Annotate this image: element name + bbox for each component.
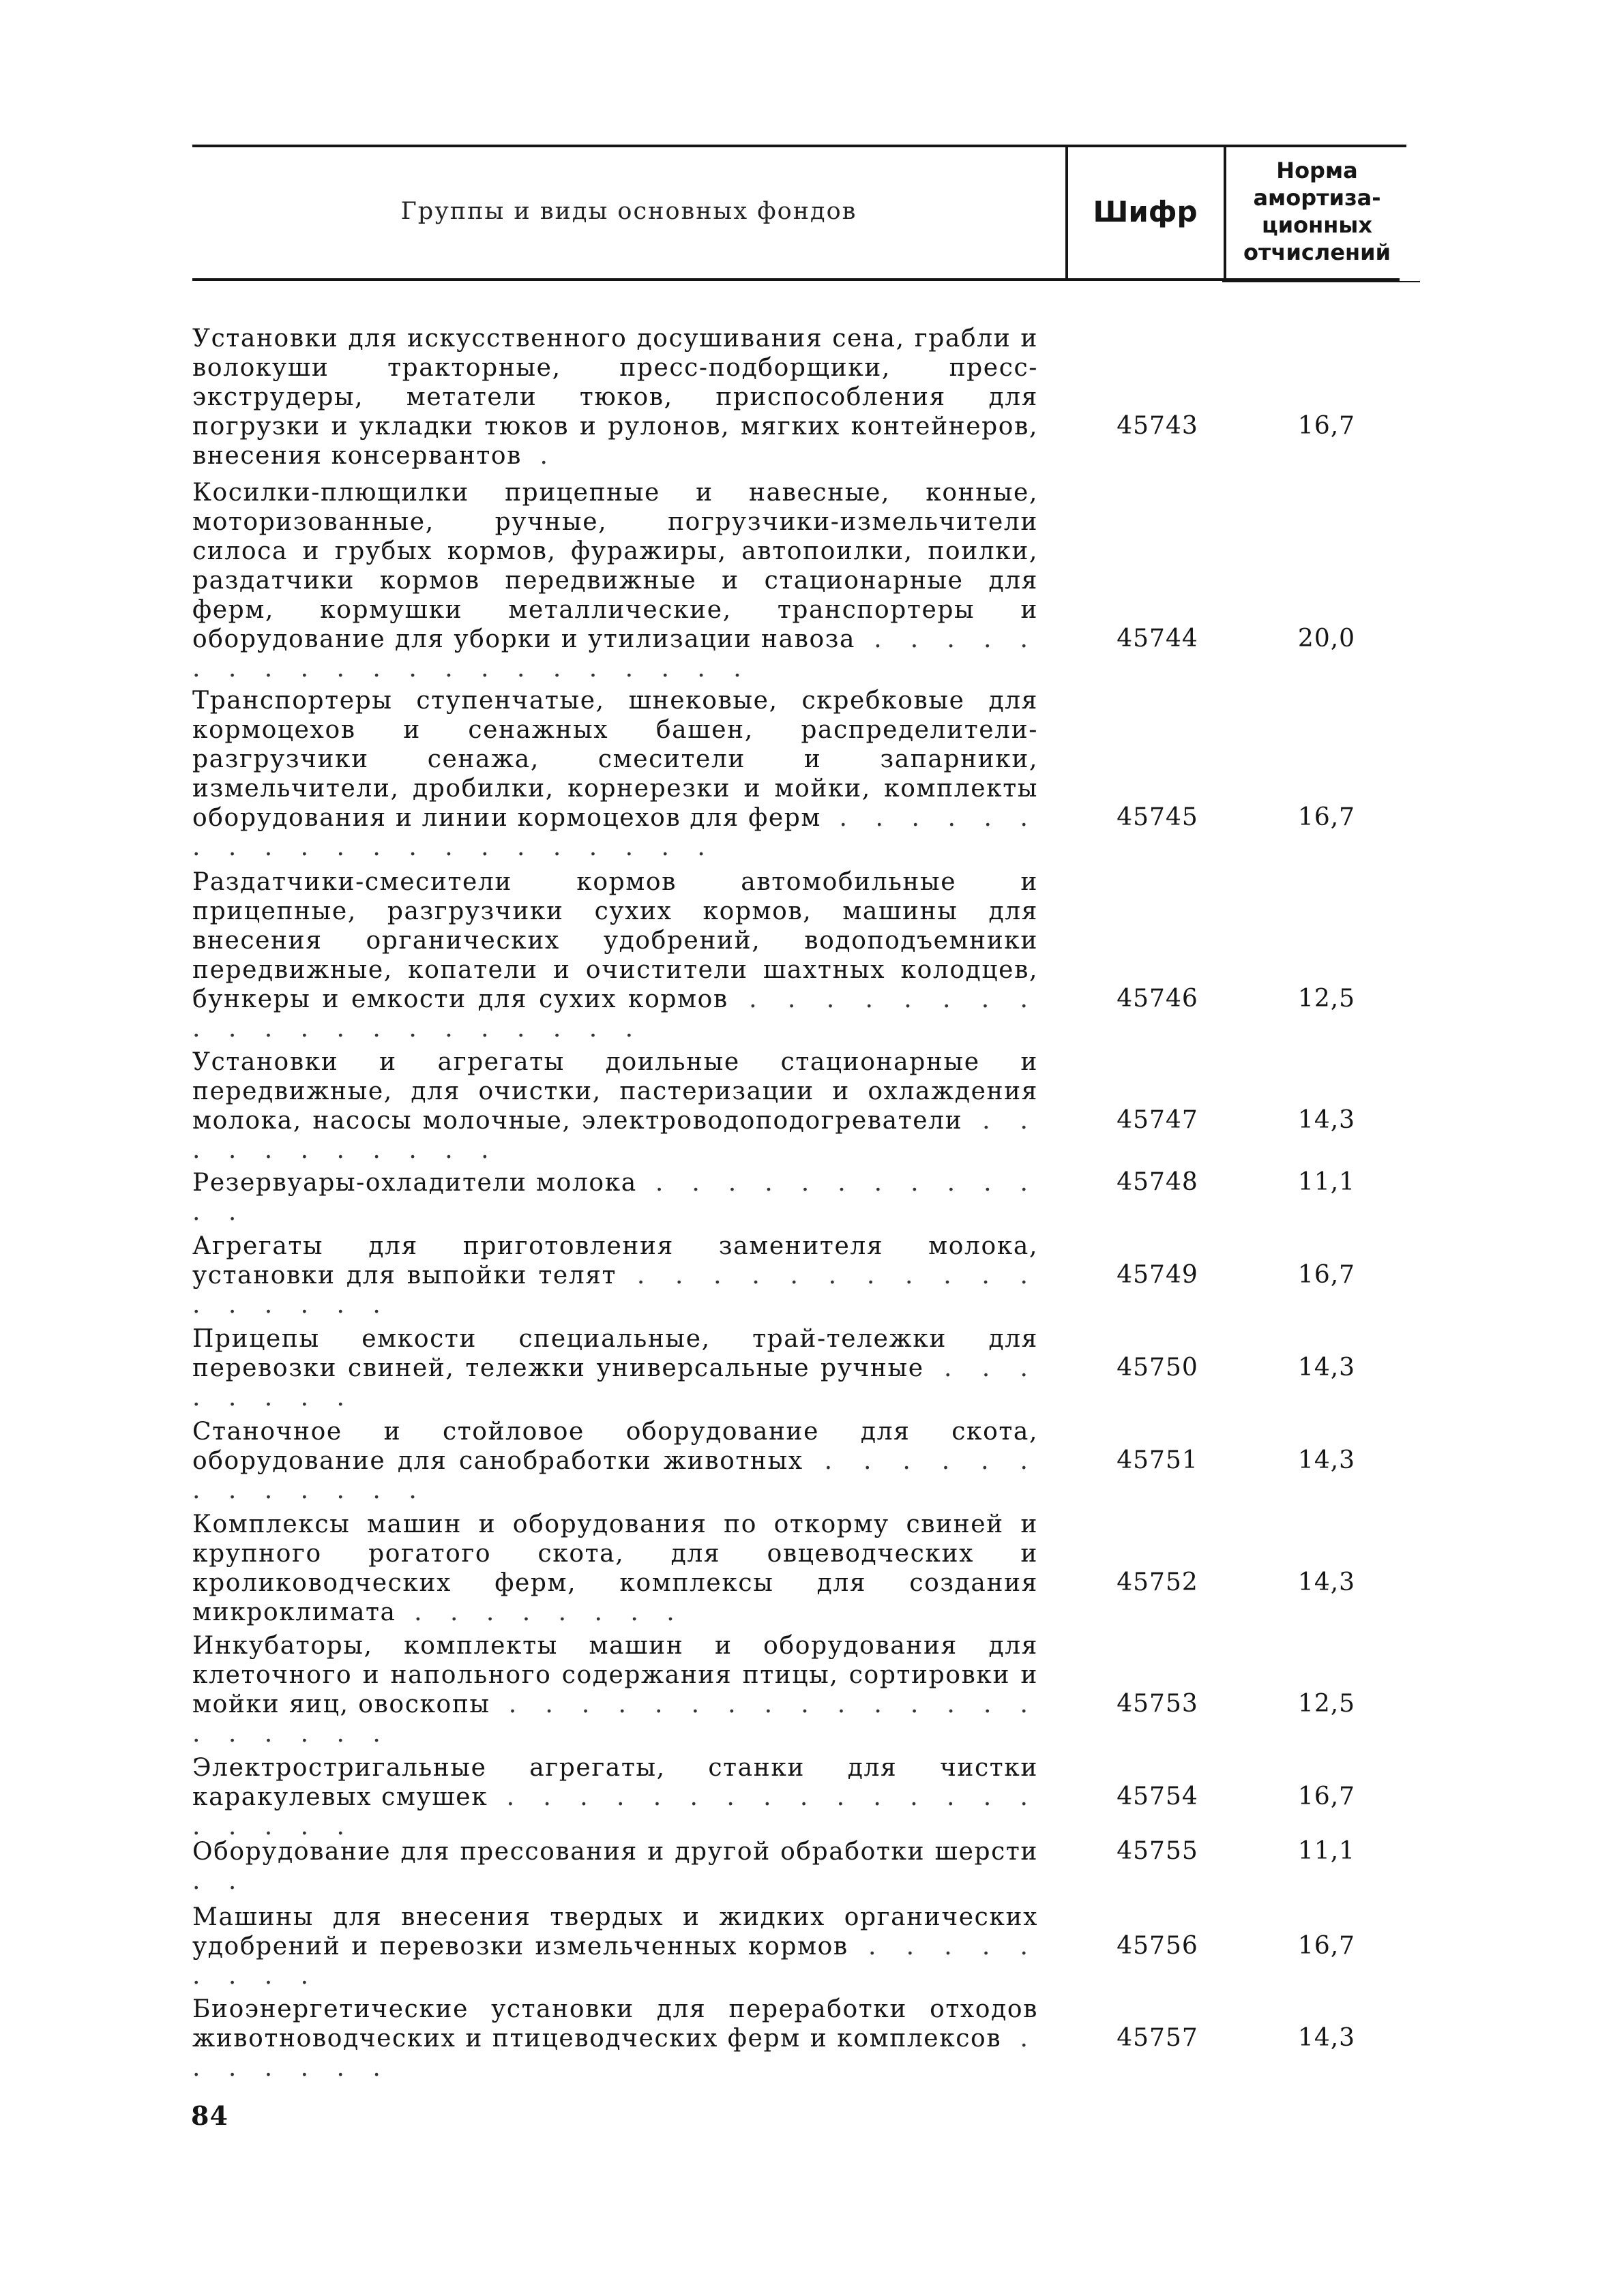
row-rate: 12,5 [1297, 985, 1356, 1013]
leader-dots: . . . . . . . . . . . [192, 1107, 1038, 1164]
row-description-text: Станочное и стойловое оборудование для скота, оборудование для санобработки животных [192, 1418, 1038, 1475]
row-description [192, 1631, 1038, 1748]
row-description [192, 478, 1038, 683]
row-rate: 16,7 [1297, 803, 1356, 831]
row-code: 45754 [1117, 1783, 1198, 1810]
column-header-groups: Группы и виды основных фондов [400, 198, 857, 225]
leader-dots: . . . . . . . . [396, 1598, 685, 1626]
row-description [192, 1995, 1038, 2083]
leader-dots: . . . . . . . . . . . . . . . . . . . . . [192, 625, 1038, 683]
row-description-text: Косилки-плющилки прицепные и навесные, конные, моторизованные, ручные, погрузчики-измельчители силоса и грубых кормов, фуражиры, автопоилки, поилки, раздатчики кормов передвижные и стационарные для ферм, кормушки металлические, транспортеры и оборудование для уборки и утилизации навоза [192, 479, 1038, 653]
leader-dots: . . [192, 1867, 247, 1895]
leader-dots: . . . . . . . . . . . . . [192, 1447, 1038, 1504]
leader-dots: . . . . . . . . . . . . . . . . . . . . . [192, 804, 1038, 861]
row-description-text: Раздатчики-смесители кормов автомобильные и прицепные, разгрузчики сухих кормов, машины для внесения органических удобрений, водоподъемники передвижные, копатели и очистители шахтных колодцев, бункеры и емкости для сухих кормов [192, 868, 1038, 1013]
row-description-text: Машины для внесения твердых и жидких органических удобрений и перевозки измельченных кормов [192, 1903, 1038, 1960]
row-description-text: Биоэнергетические установки для переработки отходов животноводческих и птицеводческих ферм и комплексов [192, 1995, 1038, 2053]
row-rate: 16,7 [1297, 412, 1356, 440]
row-rate: 16,7 [1297, 1932, 1356, 1960]
row-rate: 14,3 [1297, 1446, 1356, 1474]
row-description [192, 1837, 1038, 1896]
row-description [192, 686, 1038, 862]
row-description-text: Прицепы емкости специальные, трай-тележки для перевозки свиней, тележки универсальные ручные [192, 1325, 1038, 1382]
row-code: 45755 [1117, 1837, 1198, 1865]
row-description [192, 1510, 1038, 1627]
row-code: 45746 [1117, 985, 1198, 1013]
row-description [192, 1903, 1038, 1991]
header-bottom-rule [192, 278, 1400, 281]
row-description-text: Электростригальные агрегаты, станки для чистки каракулевых смушек [192, 1754, 1038, 1811]
row-rate: 11,1 [1297, 1168, 1356, 1196]
row-description [192, 1168, 1038, 1227]
row-rate: 11,1 [1297, 1837, 1356, 1865]
row-description-text: Установки для искусственного досушивания сена, грабли и волокуши тракторные, пресс-подборщики, пресс-экструдеры, метатели тюков, приспособления для погрузки и укладки тюков и рулонов, мягких контейнеров, внесения консервантов [192, 325, 1038, 470]
column-header-norm: Норма амортиза-ционных отчислений [1243, 158, 1391, 265]
leader-dots: . . . . . . . [192, 2025, 1039, 2082]
row-rate: 14,3 [1297, 1354, 1356, 1382]
table-header [192, 145, 1434, 280]
row-description [192, 1417, 1038, 1505]
row-description-text: Инкубаторы, комплекты машин и оборудования для клеточного и напольного содержания птицы, сортировки и мойки яиц, овоскопы [192, 1632, 1038, 1718]
row-code: 45752 [1117, 1568, 1198, 1596]
row-code: 45750 [1117, 1354, 1198, 1382]
page-number: 84 [191, 2100, 228, 2131]
row-rate: 12,5 [1297, 1690, 1356, 1718]
leader-dots: . . . . . . . . . . . . . [192, 1169, 1038, 1226]
row-description-text: Оборудование для прессования и другой обработки шерсти [192, 1838, 1038, 1866]
row-description [192, 324, 1038, 471]
leader-dots: . [522, 442, 558, 470]
row-code: 45757 [1117, 2024, 1198, 2052]
row-rate: 14,3 [1297, 2024, 1356, 2052]
row-rate: 14,3 [1297, 1568, 1356, 1596]
row-code: 45744 [1117, 625, 1198, 653]
row-code: 45743 [1117, 412, 1198, 440]
row-description-text: Агрегаты для приготовления заменителя молока, установки для выпойки телят [192, 1232, 1038, 1289]
row-description [192, 1232, 1038, 1320]
row-description [192, 1753, 1038, 1841]
row-code: 45753 [1117, 1690, 1198, 1718]
leader-dots: . . . . . . . . . . . . . . . . . [192, 1262, 1038, 1319]
row-code: 45747 [1117, 1106, 1198, 1134]
row-description [192, 1047, 1038, 1165]
row-rate: 16,7 [1297, 1261, 1356, 1289]
row-code: 45756 [1117, 1932, 1198, 1960]
row-rate: 14,3 [1297, 1106, 1356, 1134]
row-description [192, 1324, 1038, 1412]
row-rate: 16,7 [1297, 1783, 1356, 1810]
leader-dots: . . . . . . . . . . . . . . . . . . . . . [192, 1690, 1038, 1748]
row-description-text: Резервуары-охладители молока [192, 1169, 637, 1197]
row-code: 45751 [1117, 1446, 1198, 1474]
column-header-code: Шифр [1093, 194, 1198, 228]
row-description-text: Установки и агрегаты доильные стационарные и передвижные, для очистки, пастеризации и охлаждения молока, насосы молочные, электроводоподогреватели [192, 1048, 1038, 1135]
row-description-text: Комплексы машин и оборудования по откорму свиней и крупного рогатого скота, для овцеводческих и кролиководческих ферм, комплексы для создания микроклимата [192, 1510, 1038, 1626]
row-rate: 20,0 [1297, 625, 1356, 653]
row-code: 45745 [1117, 803, 1198, 831]
leader-dots: . . . . . . . . [192, 1354, 1038, 1412]
leader-dots: . . . . . . . . . . . . . . . . . . . . . [192, 985, 1039, 1043]
row-description [192, 867, 1038, 1043]
leader-dots: . . . . . . . . . . . . . . . . . . . . [192, 1783, 1038, 1840]
leader-dots: . . . . . . . . . [192, 1933, 1038, 1990]
row-code: 45748 [1117, 1168, 1198, 1196]
header-bottom-rule-extension [1222, 281, 1420, 282]
row-code: 45749 [1117, 1261, 1198, 1289]
row-description-text: Транспортеры ступенчатые, шнековые, скребковые для кормоцехов и сенажных башен, распределители-разгрузчики сенажа, смесители и запарники, измельчители, дробилки, корнерезки и мойки, комплекты оборудования и линии кормоцехов для ферм [192, 687, 1038, 832]
